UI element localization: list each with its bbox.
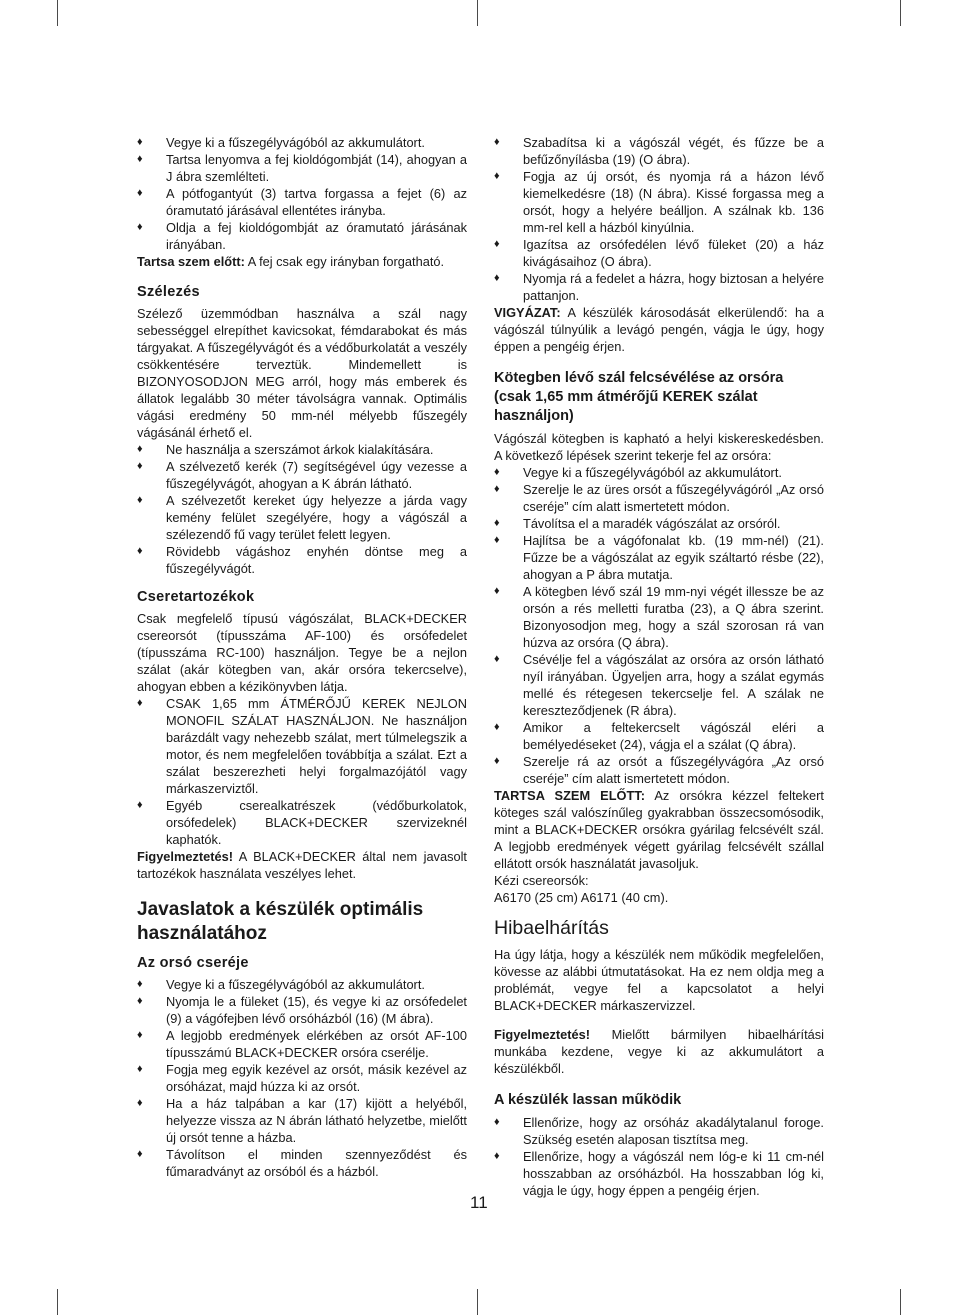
slow-operation-heading: A készülék lassan működik [494, 1092, 682, 1108]
list-item: ♦ CSAK 1,65 mm ÁTMÉRŐJŰ KEREK NEJLON MONOFIL SZÁLAT HASZNÁLJON. Ne használjon barázdált vagy nehezebb szálat, mert túlmelegszik a motor, és nem megfelelően továbbítja a szálat. Ezt a szálat beszerezheti helyi forgalmazójától vagy márkaszerviztől. [137, 695, 467, 797]
list-item: ♦ Távolítsa el a maradék vágószálat az orsóról. [494, 515, 824, 532]
crop-mark [57, 0, 58, 26]
list-item: ♦ Ha a ház talpában a kar (17) kijött a helyéből, helyezze vissza az N ábrán látható helyzetbe, mielőtt új orsót tenne a házba. [137, 1095, 467, 1146]
bulk-line-steps [494, 464, 824, 787]
crop-mark [900, 1289, 901, 1315]
warning-label: Figyelmeztetés! [494, 1027, 591, 1042]
spool-steps-continued [494, 134, 824, 304]
list-item: ♦ Tartsa lenyomva a fej kioldógombját (14), ahogyan a J ábra szemlélteti. [137, 151, 467, 185]
list-item: ♦ Nyomja le a füleket (15), és vegye ki az orsófedelet (9) a vágófejben lévő orsóházból (16) (M ábra). [137, 993, 467, 1027]
list-item: ♦ Ellenőrize, hogy a vágószál nem lóg-e ki 11 cm-nél hosszabban az orsóházból. Ha hosszabban lóg ki, vágja le úgy, hogy éppen a pengéig érjen. [494, 1148, 824, 1199]
crop-mark [477, 0, 478, 26]
page-number: 11 [470, 1193, 488, 1212]
bulk-line-paragraph: Vágószál kötegben is kapható a helyi kiskereskedésben. A következő lépések szerint tekerje fel az orsóra: [494, 431, 824, 463]
note-label: Tartsa szem előtt: [137, 254, 245, 269]
spool-steps [137, 976, 467, 1180]
list-item: ♦ A szélvezetőt kereket úgy helyezze a járda vagy kemény felület szegélyére, hogy a vágószál a szélezendő fű vagy terület felett legyen. [137, 492, 467, 543]
right-column [494, 134, 824, 1199]
warning-text: A BLACK+DECKER által nem javasolt tartozékok használata veszélyes lehet. [137, 849, 467, 881]
keep-in-mind-note [494, 787, 824, 872]
accessories-warning [137, 848, 467, 882]
keep-label: TARTSA SZEM ELŐTT: [494, 788, 645, 803]
list-item: ♦ Egyéb cserealkatrészek (védőburkolatok, orsófedelek) BLACK+DECKER szervizeknél kaphatók. [137, 797, 467, 848]
left-column [137, 134, 467, 1180]
list-item: ♦ Rövidebb vágáshoz enyhén döntse meg a fűszegélyvágót. [137, 543, 467, 577]
spool-heading: Az orsó cseréje [137, 955, 249, 971]
list-item: ♦ Vegye ki a fűszegélyvágóból az akkumulátort. [137, 976, 467, 993]
list-item: ♦ Nyomja rá a fedelet a házra, hogy biztosan a helyére pattanjon. [494, 270, 824, 304]
list-item: ♦ Szerelje rá az orsót a fűszegélyvágóra „Az orsó cseréje” cím alatt ismertetett módon. [494, 753, 824, 787]
troubleshooting-warning [494, 1026, 824, 1077]
tips-heading: Javaslatok a készülék optimális használatához [137, 899, 424, 944]
edging-paragraph: Szélező üzemmódban használva a szál nagy sebességgel elrepíthet kavicsokat, fémdarabokat és más tárgyakat. A fűszegélyvágót és a védőburkolatát a veszély csökkentésére terveztük. Mindemellett is BIZONYOSODJON MEG arról, hogy más emberek és állatok legalább 30 méter távolságra vannak. Optimális vágási eredmény 50 mm-nél mélyebb fűszegély vágásánál érhető el. [137, 306, 467, 440]
list-item: ♦ Ellenőrize, hogy az orsóház akadálytalanul foroge. Szükség esetén alaposan tisztítsa meg. [494, 1114, 824, 1148]
list-item: ♦ A kötegben lévő szál 19 mm-nyi végét illessze be az orsón a rés melletti furatba (23), a Q ábra szerint. Bizonyosodjon meg, hogy a szál szorosan rá van húzva az orsóra (Q ábra). [494, 583, 824, 651]
troubleshooting-heading: Hibaelhárítás [494, 917, 609, 939]
crop-mark [57, 1289, 58, 1315]
list-item: ♦ A legjobb eredmények elérkében az orsót AF-100 típusszámú BLACK+DECKER orsóra cserélje. [137, 1027, 467, 1061]
bulk-line-heading: Kötegben lévő szál felcsévélése az orsóra (csak 1,65 mm átmérőjű KEREK szálat használjon) [494, 370, 784, 424]
crop-mark [900, 0, 901, 26]
keep-text: Az orsókra kézzel feltekert köteges szál valószínűleg gyakrabban összecsomósodik, mint a BLACK+DECKER orsókra gyárilag felcsévélt szál. A legjobb eredmények végett gyárilag felcsévélt szállal ellátott orsók használatát javasoljuk. [494, 788, 824, 871]
attention-text: A készülék károsodását elkerülendő: ha a vágószál túlnyúlik a levágó pengén, vágja le úgy, hogy éppen a pengéig érjen. [494, 305, 824, 354]
edging-steps [137, 441, 467, 577]
spare-spools-models: A6170 (25 cm) A6171 (40 cm). [494, 890, 669, 905]
slow-operation-steps [494, 1114, 824, 1199]
note-text: A fej csak egy irányban forgatható. [244, 254, 445, 269]
warning-label: Figyelmeztetés! [137, 849, 234, 864]
attention-label: VIGYÁZAT: [494, 305, 561, 320]
warning-text: Mielőtt bármilyen hibaelhárítási munkába kezdene, vegye ki az akkumulátort a készülékből. [494, 1027, 824, 1076]
list-item: ♦ Ne használja a szerszámot árkok kialakítására. [137, 441, 467, 458]
list-item: ♦ Vegye ki a fűszegélyvágóból az akkumulátort. [494, 464, 824, 481]
list-item: ♦ Szabadítsa ki a vágószál végét, és fűzze be a befűzőnyílásba (19) (O ábra). [494, 134, 824, 168]
list-item: ♦ Igazítsa az orsófedélen lévő füleket (20) a ház kivágásaihoz (O ábra). [494, 236, 824, 270]
spare-spools-label: Kézi csereorsók: [494, 873, 589, 888]
list-item: ♦ A szélvezető kerék (7) segítségével úgy vezesse a fűszegélyvágót, ahogyan a K ábrán látható. [137, 458, 467, 492]
list-item: ♦ Csévélje fel a vágószálat az orsóra az orsón látható nyíl irányában. Ügyeljen arra, hogy a szálat egymás mellé és rétegesen tekercselje fel. A szálak ne kereszteződjenek (R ábra). [494, 651, 824, 719]
crop-mark [477, 1289, 478, 1315]
list-item: ♦ Szerelje le az üres orsót a fűszegélyvágóról „Az orsó cseréje” cím alatt ismertetett módon. [494, 481, 824, 515]
list-item: ♦ Amikor a feltekercselt vágószál eléri a bemélyedéseket (24), vágja el a szálat (Q ábra). [494, 719, 824, 753]
list-item: ♦ Fogja meg egyik kezével az orsót, másik kezével az orsóházat, majd húzza ki az orsót. [137, 1061, 467, 1095]
rotation-note [137, 253, 467, 270]
edging-heading: Szélezés [137, 284, 200, 300]
list-item: ♦ Vegye ki a fűszegélyvágóból az akkumulátort. [137, 134, 467, 151]
list-item: ♦ A pótfogantyút (3) tartva forgassa a fejet (6) az óramutató járásával ellentétes irányba. [137, 185, 467, 219]
attention-note [494, 304, 824, 355]
list-item: ♦ Oldja a fej kioldógombját az óramutató járásának irányában. [137, 219, 467, 253]
head-rotation-steps [137, 134, 467, 253]
accessories-paragraph: Csak megfelelő típusú vágószálat, BLACK+DECKER csereorsót (típusszáma AF-100) és orsófedelet (típusszáma RC-100) használjon. Tegye be a nejlon szálat (akár kötegben van, akár orsóra tekercselve), ahogyan ebben a kézikönyvben látja. [137, 611, 467, 694]
accessories-heading: Cseretartozékok [137, 589, 255, 605]
list-item: ♦ Fogja az új orsót, és nyomja rá a házon lévő kiemelkedésre (18) (N ábra). Kissé forgassa meg a orsót, hogy a helyére beálljon. A szálnak kb. 136 mm-rel kell a házból kinyúlnia. [494, 168, 824, 236]
list-item: ♦ Távolítson el minden szennyeződést és fűmaradványt az orsóból és a házból. [137, 1146, 467, 1180]
troubleshooting-paragraph: Ha úgy látja, hogy a készülék nem működik megfelelően, kövesse az alábbi útmutatásokat. Ha ez nem oldja meg a problémát, vegye fel a kapcsolatot a helyi BLACK+DECKER márkaszervizzel. [494, 947, 824, 1013]
list-item: ♦ Hajlítsa be a vágófonalat kb. (19 mm-nél) (21). Fűzze be a vágószálat az egyik száltartó résbe (22), ahogyan a P ábra mutatja. [494, 532, 824, 583]
accessories-list [137, 695, 467, 848]
